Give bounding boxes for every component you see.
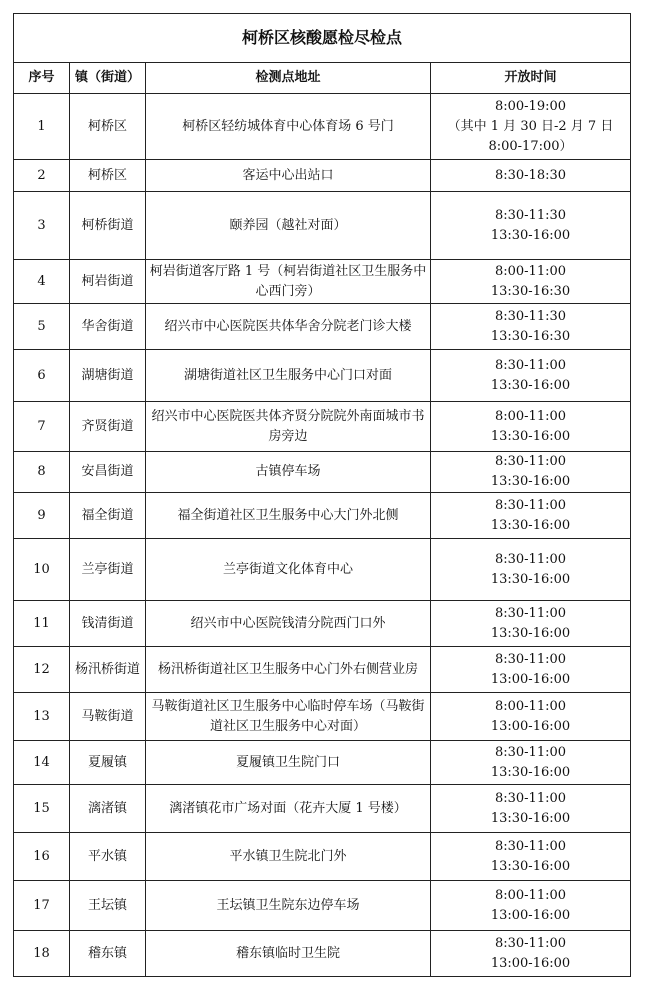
row-number: 14 xyxy=(14,741,70,785)
hours-line: 13:00-16:00 xyxy=(490,955,571,971)
row-hours xyxy=(431,539,631,601)
table-row xyxy=(14,931,631,977)
row-hours xyxy=(431,693,631,741)
row-number: 5 xyxy=(14,304,70,350)
row-hours xyxy=(431,94,631,160)
row-street: 夏履镇 xyxy=(70,741,146,785)
hours-line: 13:30-16:00 xyxy=(490,474,571,489)
row-hours xyxy=(431,402,631,452)
table-row xyxy=(14,94,631,160)
table-row xyxy=(14,192,631,260)
hours-line: 8:00-11:00 xyxy=(494,887,567,903)
row-street: 华舍街道 xyxy=(70,304,146,350)
hours-line: 13:30-16:30 xyxy=(490,328,571,344)
row-hours xyxy=(431,833,631,881)
row-street: 兰亭街道 xyxy=(70,539,146,601)
row-number: 9 xyxy=(14,493,70,539)
hours-line: （其中 1 月 30 日-2 月 7 日 xyxy=(447,118,614,134)
row-address: 绍兴市中心医院医共体齐贤分院院外南面城市书房旁边 xyxy=(146,402,431,452)
hours-line: 8:30-11:00 xyxy=(494,935,567,951)
row-street: 齐贤街道 xyxy=(70,402,146,452)
row-hours xyxy=(431,931,631,977)
table-row xyxy=(14,693,631,741)
row-address: 柯岩街道客厅路 1 号（柯岩街道社区卫生服务中心西门旁） xyxy=(146,260,431,304)
row-address: 马鞍街道社区卫生服务中心临时停车场（马鞍街道社区卫生服务中心对面） xyxy=(146,693,431,741)
row-hours xyxy=(431,785,631,833)
row-address: 湖塘街道社区卫生服务中心门口对面 xyxy=(146,350,431,402)
hours-line: 8:30-11:00 xyxy=(494,454,567,469)
table-row xyxy=(14,647,631,693)
hours-line: 8:30-11:00 xyxy=(494,838,567,854)
hours-line: 13:30-16:00 xyxy=(490,227,571,243)
row-number: 8 xyxy=(14,452,70,493)
hours-line: 8:00-19:00 xyxy=(494,98,567,114)
hours-line: 8:00-11:00 xyxy=(494,263,567,279)
hours-line: 13:30-16:00 xyxy=(490,428,571,444)
row-hours xyxy=(431,304,631,350)
row-hours xyxy=(431,881,631,931)
table-row xyxy=(14,741,631,785)
hours-line: 13:30-16:00 xyxy=(490,517,571,533)
hours-line: 8:30-11:00 xyxy=(494,744,567,760)
table-row xyxy=(14,160,631,192)
hours-line: 8:30-11:30 xyxy=(494,207,567,223)
hours-line: 8:30-11:00 xyxy=(494,357,567,373)
row-number: 7 xyxy=(14,402,70,452)
row-address: 夏履镇卫生院门口 xyxy=(146,741,431,785)
row-address: 颐养园（越社对面） xyxy=(146,192,431,260)
row-street: 湖塘街道 xyxy=(70,350,146,402)
row-hours xyxy=(431,260,631,304)
header-no: 序号 xyxy=(14,63,70,94)
hours-line: 13:30-16:00 xyxy=(490,810,571,826)
table-row xyxy=(14,402,631,452)
row-address: 绍兴市中心医院医共体华舍分院老门诊大楼 xyxy=(146,304,431,350)
row-hours xyxy=(431,647,631,693)
header-hours: 开放时间 xyxy=(431,63,631,94)
hours-line: 8:30-11:00 xyxy=(494,605,567,621)
hours-line: 13:30-16:00 xyxy=(490,858,571,874)
hours-line: 13:30-16:30 xyxy=(490,283,571,299)
table-row xyxy=(14,601,631,647)
row-number: 10 xyxy=(14,539,70,601)
row-hours xyxy=(431,192,631,260)
row-number: 17 xyxy=(14,881,70,931)
row-hours xyxy=(431,350,631,402)
row-number: 16 xyxy=(14,833,70,881)
row-number: 11 xyxy=(14,601,70,647)
row-street: 王坛镇 xyxy=(70,881,146,931)
hours-line: 13:30-16:00 xyxy=(490,764,571,780)
row-street: 柯桥区 xyxy=(70,94,146,160)
table-row xyxy=(14,539,631,601)
table-row xyxy=(14,881,631,931)
row-street: 稽东镇 xyxy=(70,931,146,977)
hours-line: 8:00-11:00 xyxy=(494,698,567,714)
table-row xyxy=(14,833,631,881)
row-address: 杨汛桥街道社区卫生服务中心门外右侧营业房 xyxy=(146,647,431,693)
hours-line: 13:00-16:00 xyxy=(490,671,571,687)
row-number: 13 xyxy=(14,693,70,741)
row-hours xyxy=(431,452,631,493)
hours-line: 8:30-11:00 xyxy=(494,790,567,806)
row-address: 绍兴市中心医院钱清分院西门口外 xyxy=(146,601,431,647)
table-row xyxy=(14,493,631,539)
row-address: 客运中心出站口 xyxy=(146,160,431,192)
row-number: 1 xyxy=(14,94,70,160)
row-street: 平水镇 xyxy=(70,833,146,881)
header-street: 镇（街道） xyxy=(70,63,146,94)
table-row xyxy=(14,452,631,493)
row-street: 马鞍街道 xyxy=(70,693,146,741)
row-number: 12 xyxy=(14,647,70,693)
row-address: 柯桥区轻纺城体育中心体育场 6 号门 xyxy=(146,94,431,160)
row-hours xyxy=(431,601,631,647)
row-number: 6 xyxy=(14,350,70,402)
row-number: 15 xyxy=(14,785,70,833)
table-row xyxy=(14,260,631,304)
row-number: 3 xyxy=(14,192,70,260)
row-street: 安昌街道 xyxy=(70,452,146,493)
row-number: 4 xyxy=(14,260,70,304)
table-body xyxy=(14,94,631,977)
header-address: 检测点地址 xyxy=(146,63,431,94)
hours-line: 8:30-11:00 xyxy=(494,551,567,567)
row-street: 杨汛桥街道 xyxy=(70,647,146,693)
row-address: 王坛镇卫生院东边停车场 xyxy=(146,881,431,931)
row-hours xyxy=(431,493,631,539)
row-street: 钱清街道 xyxy=(70,601,146,647)
testing-sites-table xyxy=(13,13,631,977)
row-street: 柯桥区 xyxy=(70,160,146,192)
row-address: 兰亭街道文化体育中心 xyxy=(146,539,431,601)
row-street: 柯桥街道 xyxy=(70,192,146,260)
row-hours xyxy=(431,741,631,785)
hours-line: 13:30-16:00 xyxy=(490,625,571,641)
hours-line: 8:30-11:00 xyxy=(494,497,567,513)
hours-line: 13:30-16:00 xyxy=(490,377,571,393)
hours-line: 13:30-16:00 xyxy=(490,571,571,587)
hours-line: 8:30-18:30 xyxy=(494,167,567,183)
table-row xyxy=(14,350,631,402)
row-hours xyxy=(431,160,631,192)
row-street: 柯岩街道 xyxy=(70,260,146,304)
table-row xyxy=(14,304,631,350)
row-address: 古镇停车场 xyxy=(146,452,431,493)
table-row xyxy=(14,785,631,833)
row-street: 福全街道 xyxy=(70,493,146,539)
row-address: 福全街道社区卫生服务中心大门外北侧 xyxy=(146,493,431,539)
row-number: 18 xyxy=(14,931,70,977)
row-street: 漓渚镇 xyxy=(70,785,146,833)
hours-line: 13:00-16:00 xyxy=(490,907,571,923)
table-title: 柯桥区核酸愿检尽检点 xyxy=(14,14,631,63)
row-number: 2 xyxy=(14,160,70,192)
hours-line: 8:00-11:00 xyxy=(494,408,567,424)
hours-line: 8:00-17:00） xyxy=(488,138,573,154)
row-address: 平水镇卫生院北门外 xyxy=(146,833,431,881)
row-address: 漓渚镇花市广场对面（花卉大厦 1 号楼） xyxy=(146,785,431,833)
row-address: 稽东镇临时卫生院 xyxy=(146,931,431,977)
hours-line: 8:30-11:30 xyxy=(494,308,567,324)
hours-line: 8:30-11:00 xyxy=(494,651,567,667)
hours-line: 13:00-16:00 xyxy=(490,718,571,734)
